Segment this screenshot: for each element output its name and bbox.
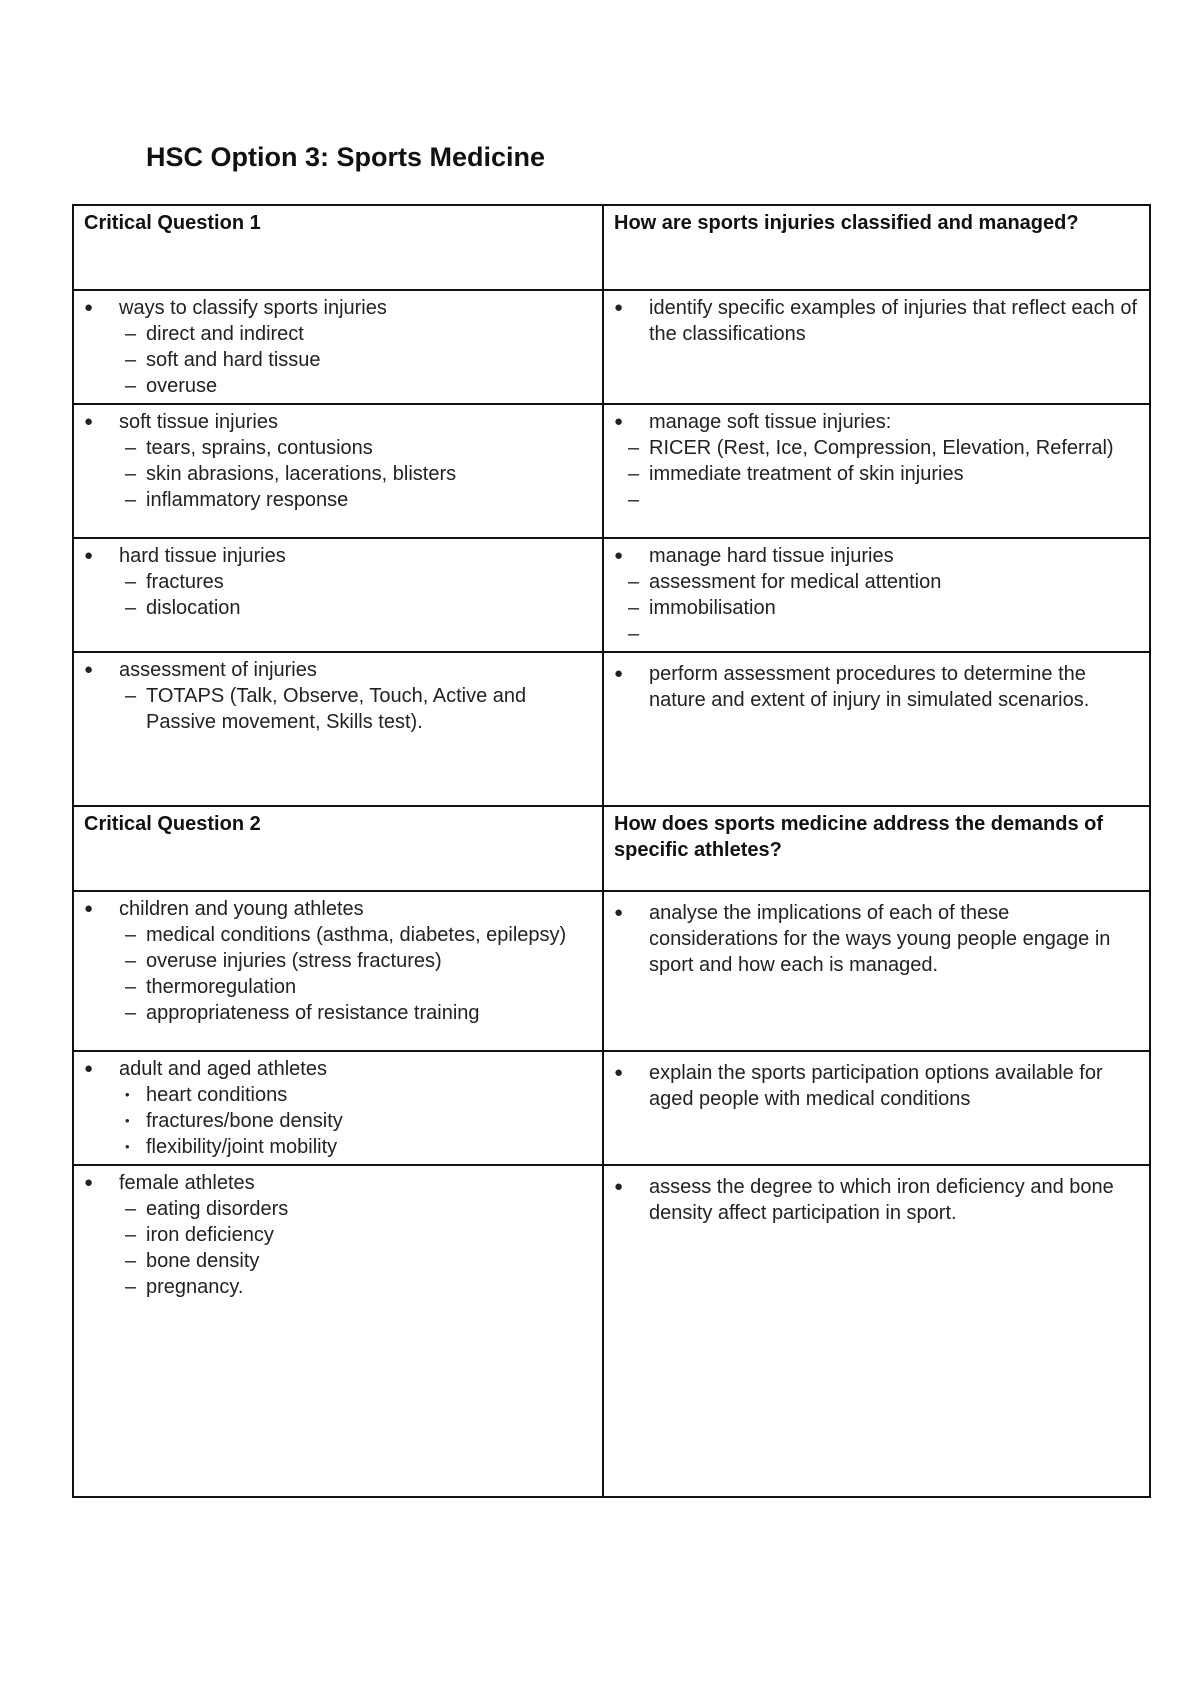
page-title: HSC Option 3: Sports Medicine xyxy=(146,142,546,172)
cq2-question: How does sports medicine address the demands of specific athletes? xyxy=(603,806,1150,891)
dash-icon: – xyxy=(125,375,137,397)
bullet-icon: ● xyxy=(84,1060,94,1077)
list-item: ● adult and aged athletes xyxy=(84,1058,327,1080)
bullet-icon: ● xyxy=(614,1178,624,1195)
bullet-icon: ● xyxy=(614,1064,624,1081)
bullet-icon: ● xyxy=(84,661,94,678)
dash-icon: – xyxy=(125,976,137,998)
list-item: ● analyse the implications of each of these considerations for the ways young people engage in sport and how each is managed. xyxy=(614,902,1111,976)
dash-icon: – xyxy=(628,437,640,459)
sub-item: – dislocation xyxy=(125,597,241,619)
sub-item: – overuse xyxy=(125,375,218,397)
list-item: ● manage soft tissue injuries: xyxy=(614,411,892,433)
sub-item: – TOTAPS (Talk, Observe, Touch, Active and Passive movement, Skills test). xyxy=(125,685,527,733)
bullet-icon: ● xyxy=(614,904,624,921)
sub-item: – assessment for medical attention xyxy=(628,571,942,593)
sub-item: – fractures xyxy=(125,571,224,593)
dot-icon: • xyxy=(125,1139,130,1154)
table-row xyxy=(73,652,1150,806)
list-item: ● children and young athletes xyxy=(84,898,364,920)
dash-icon: – xyxy=(125,349,137,371)
sub-item: – overuse injuries (stress fractures) xyxy=(125,950,442,972)
bullet-icon: ● xyxy=(84,900,94,917)
bullet-icon: ● xyxy=(614,299,624,316)
dash-icon: – xyxy=(125,924,137,946)
dot-icon: • xyxy=(125,1087,130,1102)
dash-icon: – xyxy=(125,323,137,345)
dash-icon: – xyxy=(125,1198,137,1220)
bullet-icon: ● xyxy=(84,547,94,564)
table-row xyxy=(73,404,1150,538)
content-cell xyxy=(73,1051,603,1165)
content-cell xyxy=(73,1165,603,1497)
dot-icon: • xyxy=(125,1113,130,1128)
content-cell xyxy=(73,652,603,806)
sub-item: – immediate treatment of skin injuries xyxy=(628,463,964,485)
list-item: ● hard tissue injuries xyxy=(84,545,286,567)
list-item: ● manage hard tissue injuries xyxy=(614,545,894,567)
list-item: ● identify specific examples of injuries that reflect each of the classifications xyxy=(614,297,1138,345)
content-cell xyxy=(73,404,603,538)
sub-item: • fractures/bone density xyxy=(125,1110,343,1132)
table-row xyxy=(73,891,1150,1051)
dash-icon: – xyxy=(125,1002,137,1024)
cq1-question: How are sports injuries classified and managed? xyxy=(603,205,1150,290)
table-row xyxy=(73,290,1150,404)
list-item: ● ways to classify sports injuries xyxy=(84,297,387,319)
sub-item: • heart conditions xyxy=(125,1084,288,1106)
sub-item: – iron deficiency xyxy=(125,1224,274,1246)
sub-item: – thermoregulation xyxy=(125,976,297,998)
dash-icon: – xyxy=(125,489,137,511)
content-cell xyxy=(73,290,603,404)
dash-icon: – xyxy=(125,1224,137,1246)
dash-icon: – xyxy=(628,623,640,645)
sub-item: – bone density xyxy=(125,1250,260,1272)
list-item: ● soft tissue injuries xyxy=(84,411,278,433)
table-row xyxy=(73,1051,1150,1165)
dash-icon: – xyxy=(125,571,137,593)
sub-item: – medical conditions (asthma, diabetes, epilepsy) xyxy=(125,924,567,946)
table-row xyxy=(73,538,1150,652)
dash-icon: – xyxy=(125,437,137,459)
list-item: ● assess the degree to which iron deficiency and bone density affect participation in sport. xyxy=(614,1176,1114,1224)
dash-icon: – xyxy=(628,463,640,485)
dash-icon: – xyxy=(125,950,137,972)
bullet-icon: ● xyxy=(84,413,94,430)
dash-icon: – xyxy=(125,685,137,707)
outcome-cell xyxy=(603,290,1150,404)
sub-item: – eating disorders xyxy=(125,1198,289,1220)
sub-item: – immobilisation xyxy=(628,597,776,619)
bullet-icon: ● xyxy=(614,413,624,430)
sub-item: • flexibility/joint mobility xyxy=(125,1136,338,1158)
content-cell xyxy=(73,891,603,1051)
bullet-icon: ● xyxy=(84,299,94,316)
dash-icon: – xyxy=(125,1250,137,1272)
cq2-label: Critical Question 2 xyxy=(73,806,603,891)
dash-icon: – xyxy=(628,489,640,511)
dash-icon: – xyxy=(628,571,640,593)
sub-item: – appropriateness of resistance training xyxy=(125,1002,480,1024)
outcome-cell xyxy=(603,652,1150,806)
sub-item-empty xyxy=(614,487,1139,513)
sub-item: – tears, sprains, contusions xyxy=(125,437,373,459)
sub-item: – pregnancy. xyxy=(125,1276,244,1298)
dash-icon: – xyxy=(628,597,640,619)
content-cell xyxy=(73,538,603,652)
outcome-cell xyxy=(603,404,1150,538)
list-item: ● female athletes xyxy=(84,1172,255,1194)
sub-item: – skin abrasions, lacerations, blisters xyxy=(125,463,457,485)
outcome-cell xyxy=(603,1165,1150,1497)
sub-item: – inflammatory response xyxy=(125,489,349,511)
dash-icon: – xyxy=(125,463,137,485)
sub-item: – RICER (Rest, Ice, Compression, Elevation, Referral) xyxy=(628,437,1114,459)
outcome-cell xyxy=(603,1051,1150,1165)
outcome-cell xyxy=(603,891,1150,1051)
list-item: ● perform assessment procedures to determine the nature and extent of injury in simulated scenarios. xyxy=(614,663,1090,711)
bullet-icon: ● xyxy=(614,665,624,682)
list-item: ● assessment of injuries xyxy=(84,659,317,681)
bullet-icon: ● xyxy=(614,547,624,564)
dash-icon: – xyxy=(125,1276,137,1298)
sub-item: – soft and hard tissue xyxy=(125,349,321,371)
syllabus-table xyxy=(72,204,1151,1498)
outcome-cell xyxy=(603,538,1150,652)
table-row xyxy=(73,1165,1150,1497)
sub-item-empty xyxy=(614,621,1139,647)
bullet-icon: ● xyxy=(84,1174,94,1191)
cq1-label: Critical Question 1 xyxy=(73,205,603,290)
sub-item: – direct and indirect xyxy=(125,323,304,345)
cq1-header-row xyxy=(73,205,1150,290)
dash-icon: – xyxy=(125,597,137,619)
cq2-header-row xyxy=(73,806,1150,891)
list-item: ● explain the sports participation options available for aged people with medical conditions xyxy=(614,1062,1103,1110)
